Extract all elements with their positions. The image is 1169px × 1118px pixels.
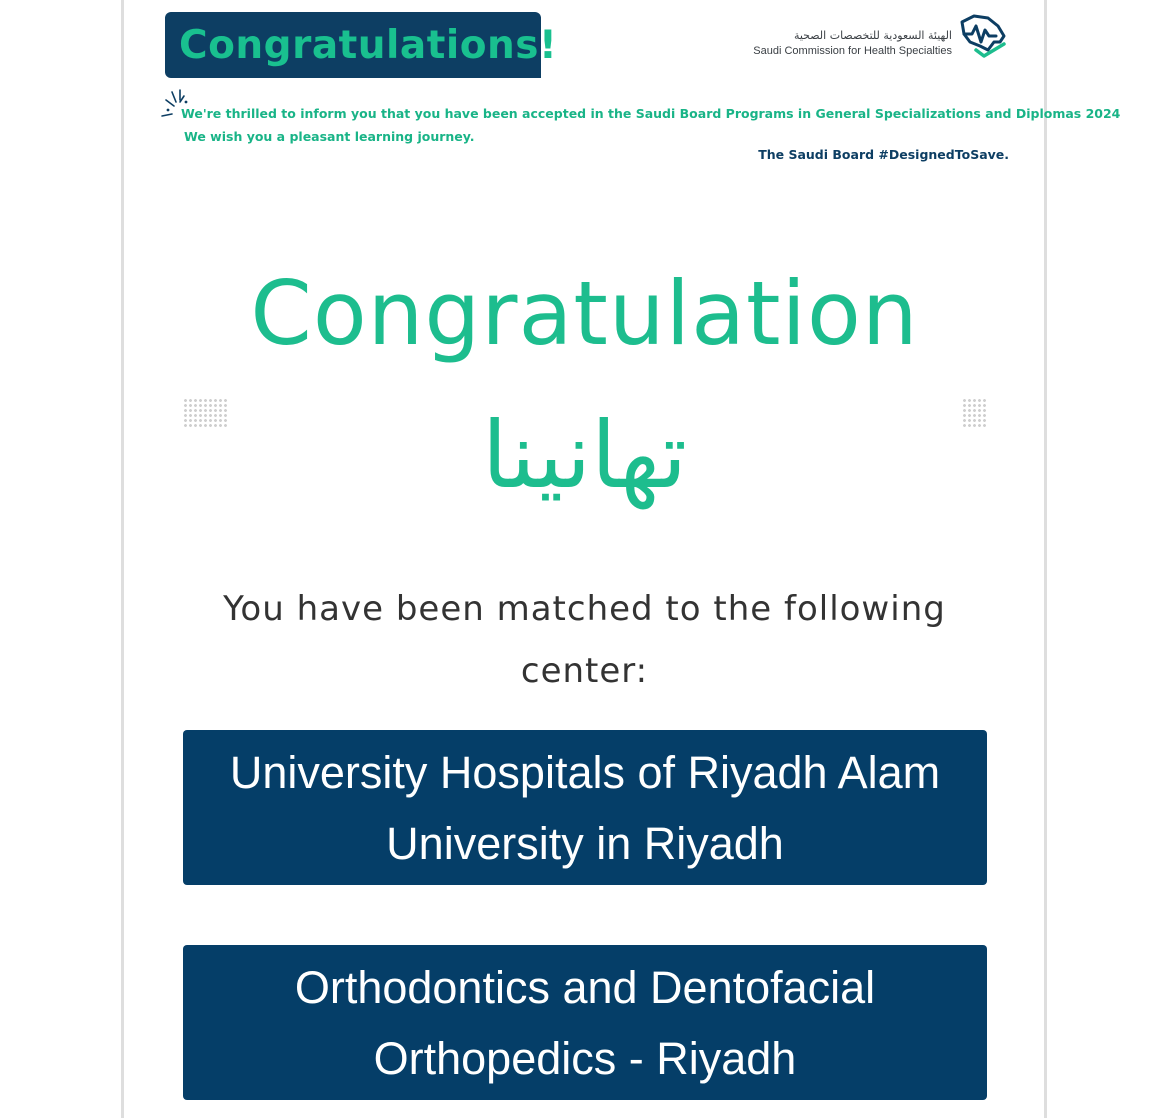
logo-english-text: Saudi Commission for Health Specialties (753, 45, 952, 57)
congratulations-banner (165, 12, 558, 78)
wish-message: We wish you a pleasant learning journey. (184, 129, 475, 144)
tagline: The Saudi Board #DesignedToSave. (758, 147, 1009, 162)
acceptance-message: We're thrilled to inform you that you have been accepted in the Saudi Board Programs in General Specializations and Diplomas 2024 (181, 106, 1121, 121)
matched-message: You have been matched to the following center: (223, 589, 946, 691)
center-box (183, 730, 987, 885)
scfhs-heartbeat-map-icon (954, 12, 1010, 60)
program-name: Orthodontics and Dentofacial Orthopedics - Riyadh (294, 961, 876, 1084)
scfhs-logo (740, 12, 1010, 62)
matched-message-wrap (0, 578, 1169, 702)
logo-arabic-text: الهيئة السعودية للتخصصات الصحية (793, 29, 952, 42)
page-title: Congratulation (250, 262, 919, 365)
banner-text: Congratulations! (179, 22, 558, 68)
arabic-title: تهانينا (481, 402, 688, 509)
program-box (183, 945, 987, 1100)
center-name: University Hospitals of Riyadh Alam University in Riyadh (229, 746, 941, 869)
